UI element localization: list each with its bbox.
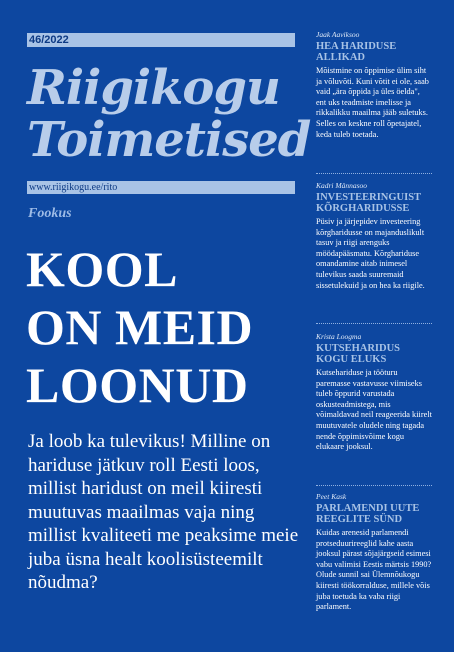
section-label: Fookus <box>28 206 72 221</box>
sidebar-divider <box>316 485 432 486</box>
article-title: PARLAMENDI UUTE REEGLITE SÜND <box>316 503 420 525</box>
article-summary: Mõistmine on õppimise ülim siht ja võluvõti. Kuni võtit ei ole, saab vaid „ära õppida ja üles öelda", ent uks teadmiste imelisse ja rikkalikku maailma jääb suletuks. Selles on keskne roll õpetajatel, keda tuleb toetada. <box>316 66 429 139</box>
article-summary: Kutsehariduse ja tööturu paremasse vastavusse viimiseks tuleb õppurid varustada oskusteadmistega, mis võimaldavad neil reageerida kiirelt muutuvatele oludele ning tagada nende õppimisvõime kogu elukaare jooksul. <box>316 368 432 452</box>
article-title: INVESTEERINGUIST KÕRGHARIDUSSE <box>316 192 421 214</box>
headline-line-3: LOONUD <box>26 357 249 413</box>
sidebar-divider <box>316 323 432 324</box>
masthead-line-2: Toimetised <box>27 112 311 168</box>
article-summary: Püsiv ja järjepidev investeering kõrgharidusse on majanduslikult tasuv ja riigi arenguks möödapääsmatu. Kõrghariduse omandamine aitab inimesel tulevikus saada suuremaid sissetulekuid ja on hea ka riigile. <box>316 217 425 290</box>
article-title: KUTSEHARIDUS KOGU ELUKS <box>316 343 401 365</box>
sidebar-divider <box>316 173 432 174</box>
article-author: Jaak Aaviksoo <box>316 30 360 39</box>
sidebar-article <box>316 181 432 291</box>
article-author: Peet Kask <box>316 492 347 501</box>
headline-line-2: ON MEID <box>26 299 254 355</box>
headline-line-1: KOOL <box>26 241 179 297</box>
article-author: Krista Loogma <box>316 332 362 341</box>
sidebar-article <box>316 492 432 613</box>
article-author: Kadri Männasoo <box>316 181 368 190</box>
website-url: www.riigikogu.ee/rito <box>29 182 118 193</box>
masthead-line-1: Riigikogu <box>27 60 280 116</box>
article-summary: Kuidas arenesid parlamendi protseduurireeglid kahe aasta jooksul pärast sõjajärgseid esimesi vabu valimisi Eestis märtsis 1990? Olude sunnil sai Ülemnõukogu kiiresti töökorralduse, millele võis juba toetuda ka vaba riigi parlament. <box>316 528 432 612</box>
issue-number: 46/2022 <box>29 34 69 46</box>
article-title: HEA HARIDUSE ALLIKAD <box>316 41 397 63</box>
sidebar-article <box>316 30 432 140</box>
lead-paragraph: Ja loob ka tulevikus! Milline on hariduse jätkuv roll Eesti loos, millist haridust on meil kiiresti muutuvas maailmas vaja ning millist kvaliteeti me peaksime meie juba üsna healt koolisüsteemilt nõudma? <box>28 431 299 593</box>
sidebar-article <box>316 332 432 453</box>
